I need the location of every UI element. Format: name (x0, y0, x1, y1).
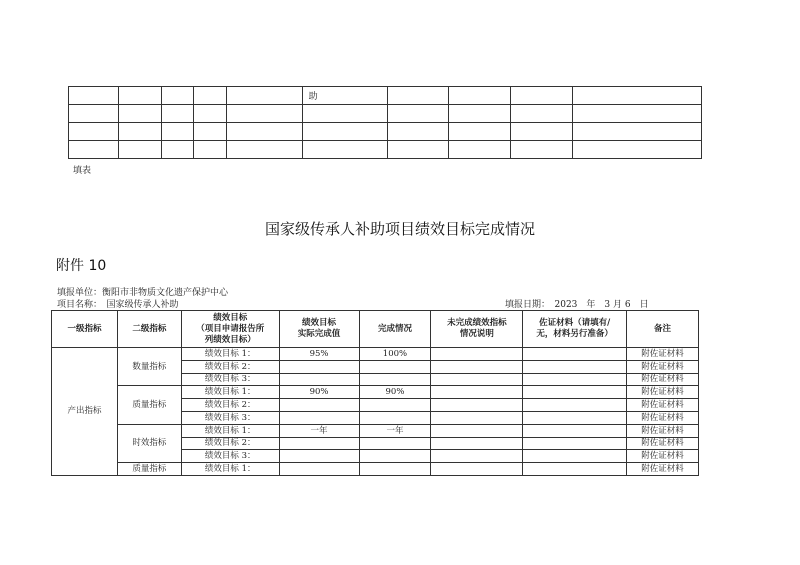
header-cell: 未完成绩效指标 情况说明 (431, 311, 523, 348)
top-table-cell (193, 123, 226, 141)
top-table-cell (302, 105, 388, 123)
top-table-cell (193, 87, 226, 105)
remark-cell: 附佐证材料 (627, 373, 699, 386)
table-row (52, 348, 699, 361)
actual-value-cell (279, 373, 359, 386)
evidence-cell (523, 399, 627, 412)
top-table-cell (449, 87, 511, 105)
top-table-cell (302, 123, 388, 141)
top-table-cell (511, 105, 573, 123)
evidence-cell (523, 450, 627, 463)
remark-cell: 附佐证材料 (627, 424, 699, 437)
top-table-cell (118, 141, 161, 159)
status-cell (359, 437, 431, 450)
status-cell (359, 360, 431, 373)
status-cell (359, 373, 431, 386)
top-table-cell: 助 (302, 87, 388, 105)
top-table-cell (69, 105, 119, 123)
evidence-cell (523, 348, 627, 361)
top-table-cell (118, 105, 161, 123)
explanation-cell (431, 348, 523, 361)
header-cell: 绩效目标 实际完成值 (279, 311, 359, 348)
remark-cell: 附佐证材料 (627, 411, 699, 424)
evidence-cell (523, 360, 627, 373)
top-table-cell (449, 123, 511, 141)
table-row (52, 386, 699, 399)
evidence-cell (523, 373, 627, 386)
target-cell: 绩效目标 1： (181, 348, 279, 361)
actual-value-cell (279, 399, 359, 412)
top-table-cell (226, 123, 302, 141)
target-cell: 绩效目标 3： (181, 373, 279, 386)
evidence-cell (523, 437, 627, 450)
top-table-cell (388, 123, 449, 141)
level2-indicator: 质量指标 (117, 463, 181, 476)
reporting-unit: 填报单位：衡阳市非物质文化遗产保护中心 (57, 288, 229, 298)
top-table-cell (573, 87, 702, 105)
actual-value-cell (279, 463, 359, 476)
explanation-cell (431, 399, 523, 412)
table-row (52, 424, 699, 437)
top-table-cell (388, 105, 449, 123)
explanation-cell (431, 360, 523, 373)
top-table-cell (161, 105, 193, 123)
target-cell: 绩效目标 1： (181, 463, 279, 476)
top-table-cell (573, 123, 702, 141)
attachment-label: 附件 10 (56, 258, 107, 274)
status-cell (359, 411, 431, 424)
status-cell: 90% (359, 386, 431, 399)
evidence-cell (523, 411, 627, 424)
top-table-row (69, 123, 702, 141)
actual-value-cell (279, 411, 359, 424)
target-cell: 绩效目标 3： (181, 411, 279, 424)
explanation-cell (431, 373, 523, 386)
top-table-cell (449, 141, 511, 159)
page-title: 国家级传承人补助项目绩效目标完成情况 (264, 220, 535, 238)
target-cell: 绩效目标 2： (181, 360, 279, 373)
target-cell: 绩效目标 2： (181, 437, 279, 450)
top-table (68, 86, 702, 159)
actual-value-cell (279, 450, 359, 463)
explanation-cell (431, 424, 523, 437)
actual-value-cell: 90% (279, 386, 359, 399)
top-table-cell (511, 87, 573, 105)
top-table-cell (118, 123, 161, 141)
explanation-cell (431, 411, 523, 424)
top-table-cell (226, 141, 302, 159)
report-date: 填报日期： 2023 年 3 月 6 日 (505, 300, 649, 310)
remark-cell: 附佐证材料 (627, 463, 699, 476)
status-cell (359, 463, 431, 476)
target-cell: 绩效目标 1： (181, 386, 279, 399)
status-cell (359, 450, 431, 463)
top-table-cell (226, 105, 302, 123)
actual-value-cell: 一年 (279, 424, 359, 437)
explanation-cell (431, 463, 523, 476)
top-table-cell (388, 141, 449, 159)
actual-value-cell (279, 360, 359, 373)
header-cell: 绩效目标 （项目申请报告所 列绩效目标） (181, 311, 279, 348)
top-table-cell (161, 141, 193, 159)
evidence-cell (523, 424, 627, 437)
target-cell: 绩效目标 3： (181, 450, 279, 463)
top-table-row (69, 87, 702, 105)
table-row (52, 463, 699, 476)
status-cell: 一年 (359, 424, 431, 437)
top-table-row (69, 141, 702, 159)
actual-value-cell (279, 437, 359, 450)
header-cell: 佐证材料（请填有/ 无，材料另行准备） (523, 311, 627, 348)
explanation-cell (431, 386, 523, 399)
level2-indicator: 时效指标 (117, 424, 181, 462)
status-cell: 100% (359, 348, 431, 361)
top-table-row (69, 105, 702, 123)
target-cell: 绩效目标 1： (181, 424, 279, 437)
top-table-cell (388, 87, 449, 105)
remark-cell: 附佐证材料 (627, 399, 699, 412)
header-cell: 二级指标 (117, 311, 181, 348)
remark-cell: 附佐证材料 (627, 386, 699, 399)
top-table-cell (449, 105, 511, 123)
top-table-cell (193, 105, 226, 123)
top-table-cell (69, 87, 119, 105)
project-name: 项目名称： 国家级传承人补助 (57, 300, 179, 310)
status-cell (359, 399, 431, 412)
explanation-cell (431, 450, 523, 463)
top-table-cell (511, 123, 573, 141)
top-table-cell (573, 105, 702, 123)
performance-table (51, 310, 699, 476)
level1-indicator: 产出指标 (52, 348, 118, 476)
header-cell: 备注 (627, 311, 699, 348)
top-table-cell (511, 141, 573, 159)
target-cell: 绩效目标 2： (181, 399, 279, 412)
evidence-cell (523, 386, 627, 399)
remark-cell: 附佐证材料 (627, 360, 699, 373)
fill-note: 填表 (73, 166, 92, 176)
remark-cell: 附佐证材料 (627, 437, 699, 450)
level2-indicator: 质量指标 (117, 386, 181, 424)
top-table-cell (69, 123, 119, 141)
explanation-cell (431, 437, 523, 450)
top-table-cell (573, 141, 702, 159)
evidence-cell (523, 463, 627, 476)
remark-cell: 附佐证材料 (627, 348, 699, 361)
header-cell: 一级指标 (52, 311, 118, 348)
top-table-cell (193, 141, 226, 159)
header-cell: 完成情况 (359, 311, 431, 348)
top-table-cell (302, 141, 388, 159)
level2-indicator: 数量指标 (117, 348, 181, 386)
top-table-cell (161, 87, 193, 105)
top-table-cell (161, 123, 193, 141)
remark-cell: 附佐证材料 (627, 450, 699, 463)
header-row (52, 311, 699, 348)
actual-value-cell: 95% (279, 348, 359, 361)
top-table-cell (69, 141, 119, 159)
top-table-cell (118, 87, 161, 105)
top-table-cell (226, 87, 302, 105)
